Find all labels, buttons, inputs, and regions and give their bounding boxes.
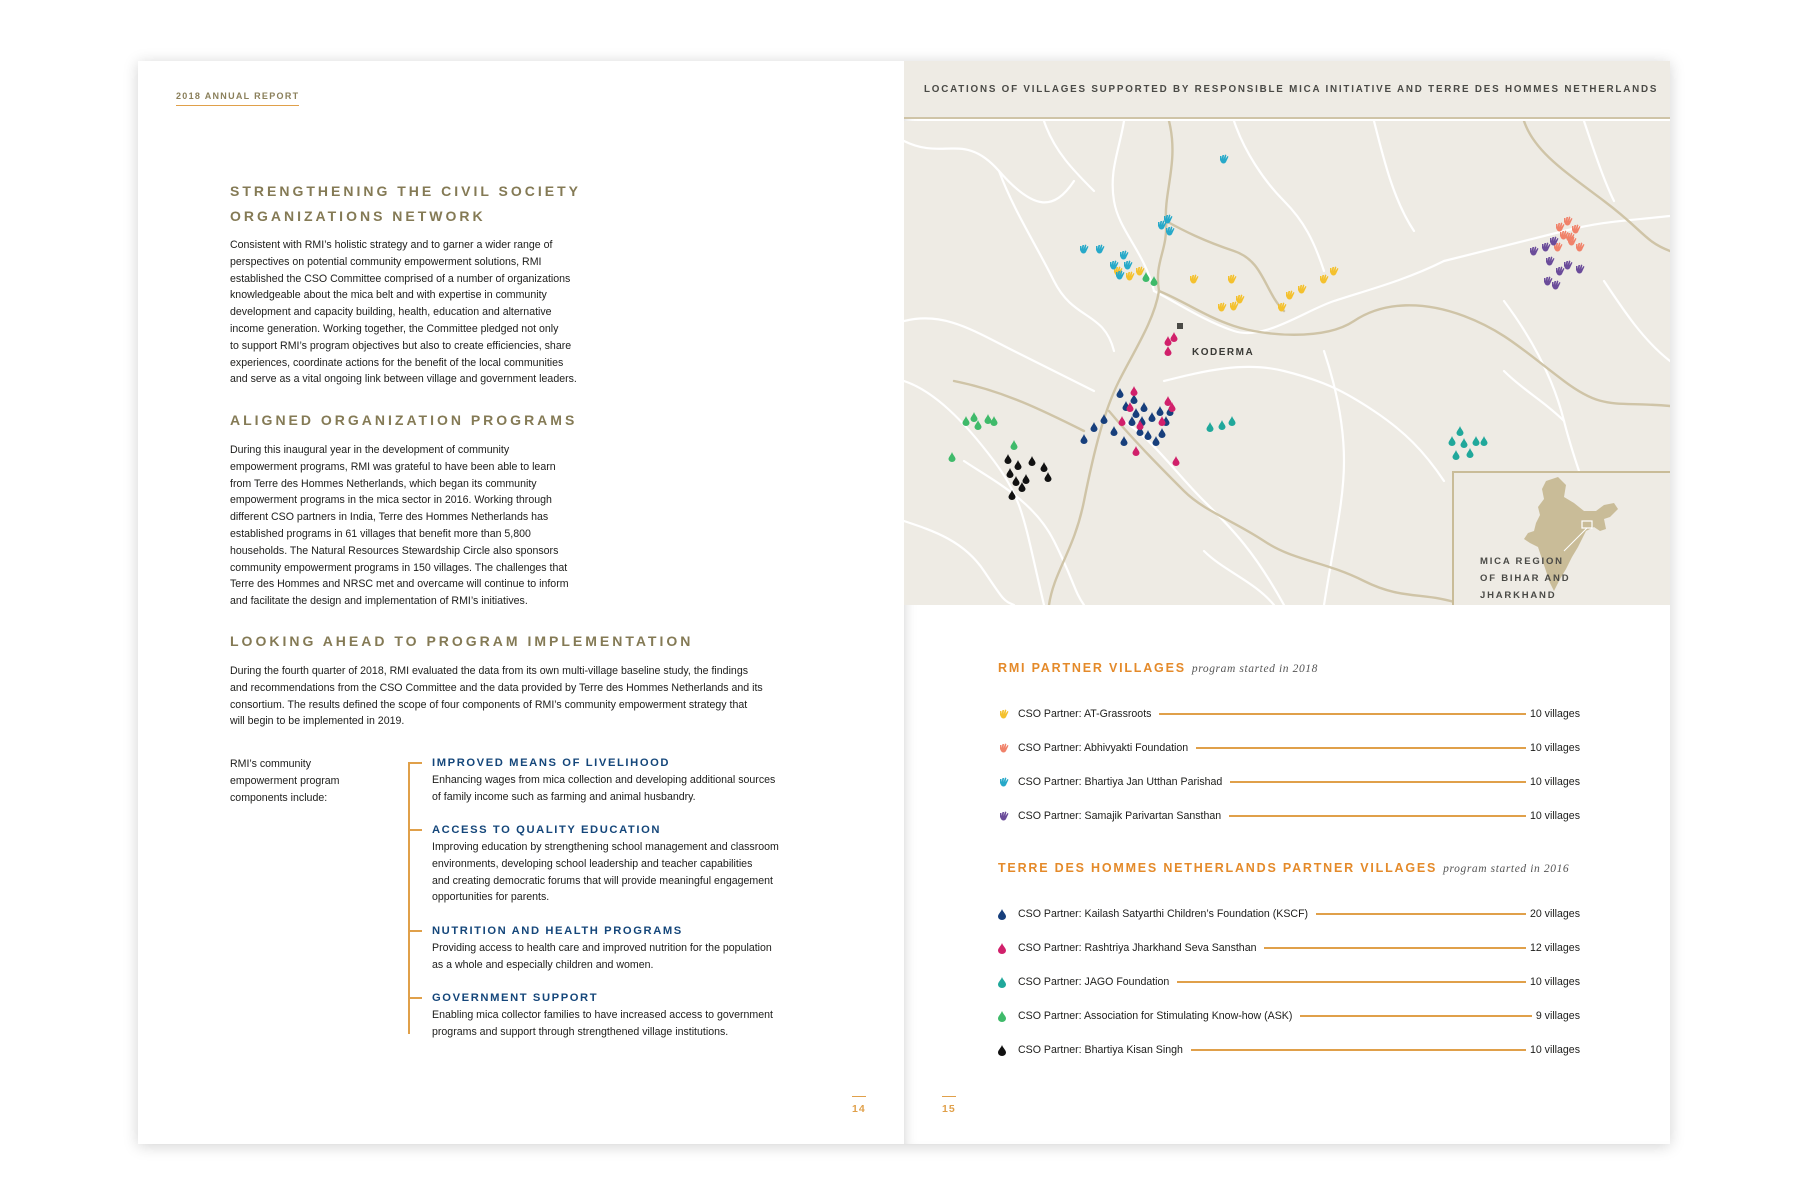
village-marker-hand-icon — [1298, 285, 1307, 294]
components-label: RMI’s community empowerment program components include: — [230, 758, 340, 804]
village-marker-hand-icon — [1286, 291, 1295, 300]
village-marker-hand-icon — [1166, 227, 1175, 236]
map-title: LOCATIONS OF VILLAGES SUPPORTED BY RESPONSIBLE MICA INITIATIVE AND TERRE DES HOMMES NETHERLANDS — [924, 84, 1659, 95]
village-marker-drop-icon — [1015, 460, 1022, 470]
drop-icon — [998, 940, 1018, 956]
village-marker-drop-icon — [1007, 468, 1014, 478]
village-marker-hand-icon — [1320, 275, 1329, 284]
bracket-tick — [408, 930, 422, 932]
bracket-tick — [408, 997, 422, 999]
village-marker-drop-icon — [1133, 408, 1140, 418]
paragraph-aligned: During this inaugural year in the development of community empowerment programs, RMI was grateful to have been able to learn from Terre des Hommes Netherlands, which began its community empowerment programs in the mica sector in 2016. Working through different CSO partners in India, Terre des Hommes Netherlands has established programs in 61 villages that benefit more than 5,800 households. The Natural Resources Stewardship Circle also sponsors community empowerment programs in 150 villages. The challenges that Terre des Hommes and NRSC met and overcame will continue to inform and facilitate the design and implementation of RMI’s initiatives. — [230, 444, 569, 608]
village-marker-hand-icon — [1218, 303, 1227, 312]
village-marker-drop-icon — [1091, 422, 1098, 432]
village-marker-drop-icon — [1141, 402, 1148, 412]
components-bracket — [408, 762, 410, 1034]
village-marker-hand-icon — [1096, 245, 1105, 254]
village-marker-drop-icon — [1081, 434, 1088, 444]
village-marker-drop-icon — [1453, 450, 1460, 460]
section-heading-aligned: ALIGNED ORGANIZATION PROGRAMS — [230, 412, 578, 428]
village-marker-drop-icon — [1229, 416, 1236, 426]
village-marker-drop-icon — [1159, 416, 1166, 426]
village-marker-hand-icon — [1228, 275, 1237, 284]
village-marker-drop-icon — [1013, 476, 1020, 486]
village-marker-hand-icon — [1236, 295, 1245, 304]
village-marker-drop-icon — [1481, 436, 1488, 446]
village-marker-drop-icon — [1029, 456, 1036, 466]
component-body-nutrition: Providing access to health care and improved nutrition for the population as a whole and especially children and women. — [432, 942, 772, 971]
legend-row-at-grassroots: CSO Partner: AT-Grassroots 10 villages — [998, 706, 1580, 722]
section-heading-cso: STRENGTHENING THE CIVIL SOCIETY ORGANIZATIONS NETWORK — [230, 183, 581, 224]
legend-row-bks: CSO Partner: Bhartiya Kisan Singh 10 villages — [998, 1042, 1580, 1058]
village-marker-hand-icon — [1136, 267, 1145, 276]
paragraph-looking-ahead: During the fourth quarter of 2018, RMI evaluated the data from its own multi-village baseline study, the findings and recommendations from the CSO Committee and the data provided by Terre des Hommes Netherlands and its consortium. The results defined the scope of four components of RMI’s community empowerment strategy that will begin to be implemented in 2019. — [230, 665, 763, 728]
village-marker-hand-icon — [1164, 215, 1173, 224]
running-head: 2018 ANNUAL REPORT — [176, 91, 299, 106]
drop-icon — [998, 906, 1018, 922]
village-marker-drop-icon — [1011, 440, 1018, 450]
village-marker-drop-icon — [1219, 420, 1226, 430]
page-number-left: 14 — [852, 1096, 866, 1115]
drop-icon — [998, 974, 1018, 990]
village-marker-drop-icon — [1117, 388, 1124, 398]
village-marker-hand-icon — [1126, 272, 1135, 281]
village-marker-drop-icon — [1157, 406, 1164, 416]
village-marker-drop-icon — [1461, 438, 1468, 448]
village-marker-drop-icon — [1449, 436, 1456, 446]
village-marker-drop-icon — [1131, 386, 1138, 396]
village-marker-hand-icon — [1564, 261, 1573, 270]
village-marker-hand-icon — [1230, 302, 1239, 311]
legend-row-jago: CSO Partner: JAGO Foundation 10 villages — [998, 974, 1580, 990]
component-title-nutrition: NUTRITION AND HEALTH PROGRAMS — [432, 925, 683, 937]
legend-row-samajik: CSO Partner: Samajik Parivartan Sansthan 10 villages — [998, 808, 1580, 824]
village-marker-drop-icon — [1457, 426, 1464, 436]
legend-row-ask: CSO Partner: Association for Stimulating Know-how (ASK) 9 villages — [998, 1008, 1580, 1024]
village-marker-drop-icon — [1009, 490, 1016, 500]
village-marker-drop-icon — [1151, 276, 1158, 286]
village-marker-drop-icon — [1467, 448, 1474, 458]
inset-label: MICA REGION OF BIHAR AND JHARKHAND — [1480, 556, 1571, 601]
village-marker-drop-icon — [963, 416, 970, 426]
village-marker-hand-icon — [1544, 277, 1553, 286]
component-title-livelihood: IMPROVED MEANS OF LIVELIHOOD — [432, 757, 671, 769]
village-marker-hand-icon — [1542, 243, 1551, 252]
village-marker-drop-icon — [949, 452, 956, 462]
right-page — [904, 61, 1670, 1144]
india-inset — [1452, 471, 1670, 605]
village-marker-drop-icon — [1207, 422, 1214, 432]
village-marker-hand-icon — [1190, 275, 1199, 284]
village-marker-hand-icon — [1120, 251, 1129, 260]
village-marker-drop-icon — [1121, 436, 1128, 446]
component-body-education: Improving education by strengthening school management and classroom environments, developing school leadership and teacher capabilities and creating democratic forums that will provide meaningful engagement opportunities for parents. — [432, 841, 779, 904]
village-marker-drop-icon — [1101, 414, 1108, 424]
village-marker-drop-icon — [1153, 436, 1160, 446]
hand-icon — [998, 774, 1018, 790]
village-marker-drop-icon — [1119, 416, 1126, 426]
drop-icon — [998, 1008, 1018, 1024]
village-marker-hand-icon — [1556, 223, 1565, 232]
bracket-tick — [408, 829, 422, 831]
village-marker-drop-icon — [1149, 412, 1156, 422]
village-marker-hand-icon — [1576, 243, 1585, 252]
village-marker-hand-icon — [1564, 217, 1573, 226]
village-marker-hand-icon — [1572, 225, 1581, 234]
village-marker-hand-icon — [1220, 155, 1229, 164]
village-marker-drop-icon — [971, 412, 978, 422]
hand-icon — [998, 706, 1018, 722]
village-marker-drop-icon — [991, 416, 998, 426]
village-marker-hand-icon — [1278, 303, 1287, 312]
village-map — [904, 121, 1670, 605]
hand-icon — [998, 808, 1018, 824]
component-body-government: Enabling mica collector families to have increased access to government programs and support through strengthened village institutions. — [432, 1009, 773, 1038]
rmi-legend-heading: RMI PARTNER VILLAGES program started in 2018 — [998, 661, 1319, 675]
village-marker-drop-icon — [1111, 426, 1118, 436]
paragraph-cso: Consistent with RMI’s holistic strategy and to garner a wider range of perspectives on potential community empowerment solutions, RMI established the CSO Committee comprised of a number of organizations knowledgeable about the mica belt and with expertise in community development and capacity building, health, education and alternative income generation. Working together, the Committee pledged not only to support RMI’s program objectives but also to create efficiencies, share experiences, coordinate actions for the benefit of the local communities and serve as a vital ongoing link between village and government leaders. — [230, 239, 577, 386]
village-marker-drop-icon — [1173, 456, 1180, 466]
village-marker-hand-icon — [1080, 245, 1089, 254]
legend-row-abhivyakti: CSO Partner: Abhivyakti Foundation 10 villages — [998, 740, 1580, 756]
bracket-tick — [408, 762, 422, 764]
village-marker-hand-icon — [1546, 257, 1555, 266]
hand-icon — [998, 740, 1018, 756]
village-marker-drop-icon — [1159, 428, 1166, 438]
component-body-livelihood: Enhancing wages from mica collection and developing additional sources of family income such as farming and animal husbandry. — [432, 774, 776, 803]
village-marker-drop-icon — [1473, 436, 1480, 446]
legend-row-kscf: CSO Partner: Kailash Satyarthi Children’s Foundation (KSCF) 20 villages — [998, 906, 1580, 922]
component-title-government: GOVERNMENT SUPPORT — [432, 992, 599, 1004]
legend-row-bjup: CSO Partner: Bhartiya Jan Utthan Parishad 10 villages — [998, 774, 1580, 790]
section-heading-looking-ahead: LOOKING AHEAD TO PROGRAM IMPLEMENTATION — [230, 633, 694, 649]
village-marker-hand-icon — [1330, 267, 1339, 276]
koderma-label: KODERMA — [1192, 347, 1255, 358]
village-marker-drop-icon — [1171, 332, 1178, 342]
component-title-education: ACCESS TO QUALITY EDUCATION — [432, 824, 662, 836]
village-marker-hand-icon — [1124, 261, 1133, 270]
village-marker-hand-icon — [1530, 247, 1539, 256]
village-marker-drop-icon — [1165, 346, 1172, 356]
village-marker-hand-icon — [1552, 281, 1561, 290]
village-marker-drop-icon — [1045, 472, 1052, 482]
village-marker-drop-icon — [1165, 396, 1172, 406]
village-marker-drop-icon — [1143, 272, 1150, 282]
village-marker-drop-icon — [985, 414, 992, 424]
legend-row-rjss: CSO Partner: Rashtriya Jharkhand Seva Sansthan 12 villages — [998, 940, 1580, 956]
drop-icon — [998, 1042, 1018, 1058]
village-marker-drop-icon — [1165, 336, 1172, 346]
village-marker-drop-icon — [1023, 474, 1030, 484]
page-number-right: 15 — [942, 1096, 956, 1115]
map-title-bar — [904, 61, 1670, 119]
village-marker-drop-icon — [1041, 462, 1048, 472]
village-marker-drop-icon — [1133, 446, 1140, 456]
tdh-legend-heading: TERRE DES HOMMES NETHERLANDS PARTNER VILLAGES program started in 2016 — [998, 861, 1570, 875]
village-marker-drop-icon — [1005, 454, 1012, 464]
left-page — [138, 61, 904, 1144]
village-marker-hand-icon — [1556, 267, 1565, 276]
village-marker-drop-icon — [1145, 430, 1152, 440]
village-marker-hand-icon — [1576, 265, 1585, 274]
report-spread — [138, 61, 1670, 1144]
